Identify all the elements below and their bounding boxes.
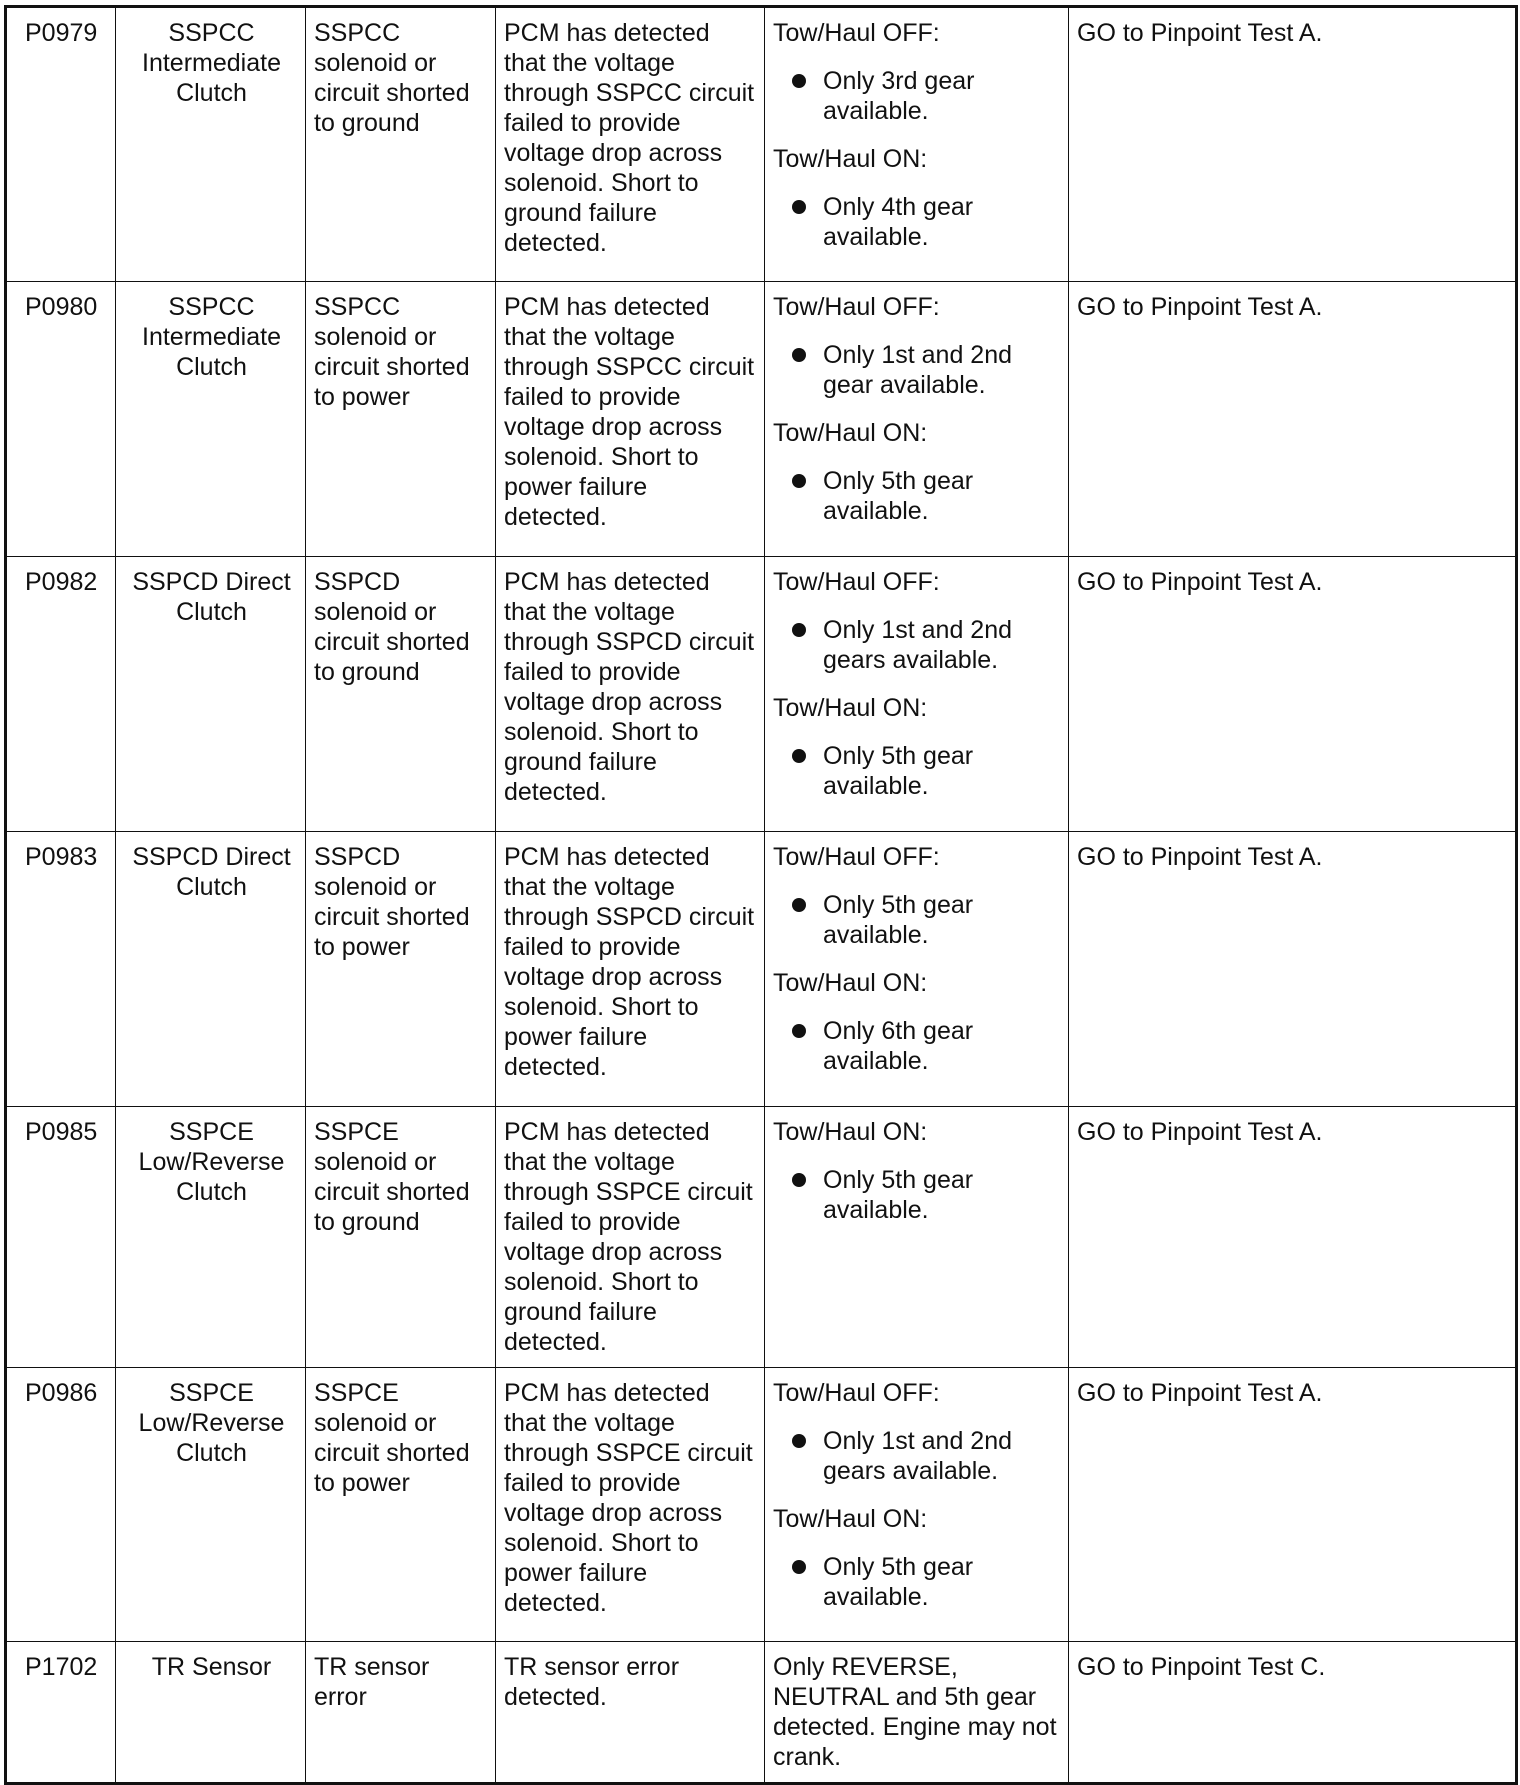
action-cell <box>1069 557 1517 832</box>
symptom-line: gears available. <box>823 1457 999 1485</box>
symptom-list <box>773 66 1062 126</box>
description-line: SSPCC <box>314 293 401 321</box>
action-text: GO to Pinpoint Test A. <box>1077 293 1323 321</box>
component-line: Intermediate <box>142 49 281 77</box>
dtc-code-cell <box>6 557 116 832</box>
component-line: Clutch <box>176 873 247 901</box>
symptom-cell <box>765 1642 1069 1784</box>
symptom-heading: Tow/Haul ON: <box>773 1118 928 1146</box>
condition-line: detected. <box>504 1683 607 1711</box>
description-line: circuit shorted <box>314 353 470 381</box>
symptom-bullet <box>773 741 1062 801</box>
condition-cell <box>496 1107 765 1368</box>
description-cell <box>306 7 496 282</box>
description-line: to ground <box>314 658 420 686</box>
condition-line: solenoid. Short to <box>504 169 699 197</box>
description-line: TR sensor <box>314 1653 430 1681</box>
description-line: solenoid or <box>314 323 437 351</box>
condition-line: voltage drop across <box>504 688 723 716</box>
dtc-code-cell <box>6 832 116 1107</box>
symptom-line: Only 5th gear <box>823 742 974 770</box>
action-cell <box>1069 7 1517 282</box>
table-row <box>6 282 1517 557</box>
condition-line: voltage drop across <box>504 963 723 991</box>
condition-line: detected. <box>504 778 607 806</box>
component-line: SSPCD Direct <box>132 568 291 596</box>
component-line: SSPCE <box>169 1118 254 1146</box>
description-line: SSPCE <box>314 1118 399 1146</box>
condition-line: that the voltage <box>504 323 675 351</box>
condition-line: ground failure <box>504 748 657 776</box>
condition-line: failed to provide <box>504 383 681 411</box>
symptom-cell <box>765 7 1069 282</box>
symptom-line: Only 1st and 2nd <box>823 616 1013 644</box>
symptom-heading: Tow/Haul ON: <box>773 969 928 997</box>
component-line: Clutch <box>176 353 247 381</box>
table-row <box>6 832 1517 1107</box>
condition-line: solenoid. Short to <box>504 993 699 1021</box>
symptom-line: crank. <box>773 1743 842 1771</box>
condition-cell <box>496 282 765 557</box>
symptom-cell <box>765 832 1069 1107</box>
symptom-heading: Tow/Haul OFF: <box>773 843 940 871</box>
condition-line: failed to provide <box>504 109 681 137</box>
description-line: to power <box>314 383 410 411</box>
symptom-line: Only 1st and 2nd <box>823 341 1013 369</box>
symptom-heading: Tow/Haul ON: <box>773 145 928 173</box>
condition-line: failed to provide <box>504 1469 681 1497</box>
action-text: GO to Pinpoint Test A. <box>1077 1379 1323 1407</box>
symptom-list <box>773 890 1062 950</box>
action-text: GO to Pinpoint Test C. <box>1077 1653 1326 1681</box>
symptom-line: gear available. <box>823 371 986 399</box>
component-line: SSPCC <box>168 19 255 47</box>
condition-line: solenoid. Short to <box>504 718 699 746</box>
symptom-list <box>773 340 1062 400</box>
dtc-code: P0983 <box>25 843 98 871</box>
dtc-code-cell <box>6 1107 116 1368</box>
component-line: Low/Reverse <box>138 1148 285 1176</box>
condition-line: failed to provide <box>504 1208 681 1236</box>
condition-line: PCM has detected <box>504 1379 710 1407</box>
symptom-line: available. <box>823 497 929 525</box>
condition-line: failed to provide <box>504 658 681 686</box>
description-line: error <box>314 1683 367 1711</box>
condition-line: failed to provide <box>504 933 681 961</box>
symptom-line: available. <box>823 772 929 800</box>
condition-line: detected. <box>504 503 607 531</box>
condition-line: through SSPCC circuit <box>504 353 755 381</box>
symptom-line: available. <box>823 1583 929 1611</box>
symptom-cell <box>765 557 1069 832</box>
symptom-list <box>773 192 1062 252</box>
condition-line: PCM has detected <box>504 568 710 596</box>
description-line: SSPCC <box>314 19 401 47</box>
table-row <box>6 1107 1517 1368</box>
condition-line: PCM has detected <box>504 19 710 47</box>
component-line: Clutch <box>176 1178 247 1206</box>
condition-line: that the voltage <box>504 1409 675 1437</box>
description-line: circuit shorted <box>314 628 470 656</box>
symptom-heading: Tow/Haul OFF: <box>773 293 940 321</box>
condition-line: through SSPCD circuit <box>504 903 755 931</box>
action-cell <box>1069 282 1517 557</box>
symptom-line: Only 5th gear <box>823 467 974 495</box>
condition-line: PCM has detected <box>504 843 710 871</box>
symptom-list <box>773 1552 1062 1612</box>
condition-line: ground failure <box>504 199 657 227</box>
symptom-bullet <box>773 1016 1062 1076</box>
symptom-line: Only 3rd gear <box>823 67 975 95</box>
bullet-dot-icon <box>792 1434 806 1448</box>
symptom-line: Only 5th gear <box>823 891 974 919</box>
bullet-dot-icon <box>792 1560 806 1574</box>
condition-line: detected. <box>504 1053 607 1081</box>
condition-line: voltage drop across <box>504 1238 723 1266</box>
condition-line: that the voltage <box>504 49 675 77</box>
condition-line: voltage drop across <box>504 413 723 441</box>
description-line: to power <box>314 933 410 961</box>
table-row <box>6 557 1517 832</box>
condition-line: that the voltage <box>504 873 675 901</box>
symptom-bullet <box>773 1426 1062 1486</box>
condition-cell <box>496 7 765 282</box>
component-cell <box>116 832 306 1107</box>
symptom-list <box>773 741 1062 801</box>
action-text: GO to Pinpoint Test A. <box>1077 19 1323 47</box>
action-cell <box>1069 1642 1517 1784</box>
dtc-code: P0986 <box>25 1379 98 1407</box>
symptom-list <box>773 1165 1062 1225</box>
component-line: Clutch <box>176 1439 247 1467</box>
action-cell <box>1069 832 1517 1107</box>
description-line: solenoid or <box>314 598 437 626</box>
symptom-bullet <box>773 1552 1062 1612</box>
description-line: circuit shorted <box>314 1178 470 1206</box>
symptom-cell <box>765 1368 1069 1642</box>
symptom-list <box>773 615 1062 675</box>
symptom-line: Only 5th gear <box>823 1553 974 1581</box>
symptom-line: available. <box>823 223 929 251</box>
component-cell <box>116 557 306 832</box>
condition-line: detected. <box>504 229 607 257</box>
description-line: solenoid or <box>314 1409 437 1437</box>
dtc-code: P0982 <box>25 568 98 596</box>
description-line: circuit shorted <box>314 903 470 931</box>
symptom-line: available. <box>823 97 929 125</box>
condition-cell <box>496 1368 765 1642</box>
action-text: GO to Pinpoint Test A. <box>1077 1118 1323 1146</box>
bullet-dot-icon <box>792 74 806 88</box>
description-line: solenoid or <box>314 49 437 77</box>
symptom-list <box>773 466 1062 526</box>
component-line: Clutch <box>176 598 247 626</box>
action-cell <box>1069 1368 1517 1642</box>
symptom-line: Only 4th gear <box>823 193 974 221</box>
symptom-bullet <box>773 890 1062 950</box>
symptom-line: gears available. <box>823 646 999 674</box>
condition-cell <box>496 1642 765 1784</box>
dtc-code-cell <box>6 1368 116 1642</box>
component-cell <box>116 1642 306 1784</box>
symptom-bullet <box>773 340 1062 400</box>
table-row <box>6 7 1517 282</box>
component-cell <box>116 1107 306 1368</box>
condition-line: through SSPCD circuit <box>504 628 755 656</box>
condition-line: solenoid. Short to <box>504 443 699 471</box>
bullet-dot-icon <box>792 348 806 362</box>
component-line: Clutch <box>176 79 247 107</box>
description-line: solenoid or <box>314 873 437 901</box>
component-line: SSPCC <box>168 293 255 321</box>
condition-line: solenoid. Short to <box>504 1268 699 1296</box>
symptom-line: Only REVERSE, <box>773 1653 958 1681</box>
condition-line: ground failure <box>504 1298 657 1326</box>
component-cell <box>116 1368 306 1642</box>
component-line: Intermediate <box>142 323 281 351</box>
symptom-bullet <box>773 466 1062 526</box>
component-line: TR Sensor <box>151 1653 272 1681</box>
symptom-line: detected. Engine may not <box>773 1713 1057 1741</box>
bullet-dot-icon <box>792 1173 806 1187</box>
symptom-bullet <box>773 1165 1062 1225</box>
description-line: to power <box>314 1469 410 1497</box>
condition-line: detected. <box>504 1589 607 1617</box>
table-row <box>6 1368 1517 1642</box>
bullet-dot-icon <box>792 623 806 637</box>
symptom-line: available. <box>823 1047 929 1075</box>
condition-cell <box>496 557 765 832</box>
condition-line: through SSPCC circuit <box>504 79 755 107</box>
condition-line: voltage drop across <box>504 1499 723 1527</box>
description-cell <box>306 1368 496 1642</box>
symptom-heading: Tow/Haul ON: <box>773 1505 928 1533</box>
condition-line: PCM has detected <box>504 293 710 321</box>
description-line: SSPCD <box>314 568 401 596</box>
description-line: circuit shorted <box>314 79 470 107</box>
condition-line: power failure <box>504 1559 648 1587</box>
description-line: SSPCD <box>314 843 401 871</box>
description-line: to ground <box>314 109 420 137</box>
dtc-table <box>4 5 1518 1785</box>
dtc-code-cell <box>6 282 116 557</box>
bullet-dot-icon <box>792 898 806 912</box>
symptom-heading: Tow/Haul ON: <box>773 419 928 447</box>
symptom-list <box>773 1426 1062 1486</box>
bullet-dot-icon <box>792 1024 806 1038</box>
symptom-heading: Tow/Haul OFF: <box>773 19 940 47</box>
condition-line: voltage drop across <box>504 139 723 167</box>
description-cell <box>306 1107 496 1368</box>
component-line: SSPCD Direct <box>132 843 291 871</box>
dtc-code-cell <box>6 1642 116 1784</box>
condition-line: detected. <box>504 1328 607 1356</box>
symptom-heading: Tow/Haul OFF: <box>773 568 940 596</box>
description-line: circuit shorted <box>314 1439 470 1467</box>
description-cell <box>306 282 496 557</box>
symptom-bullet <box>773 66 1062 126</box>
condition-line: through SSPCE circuit <box>504 1439 753 1467</box>
component-cell <box>116 282 306 557</box>
dtc-table-body <box>6 7 1517 1784</box>
condition-line: power failure <box>504 473 648 501</box>
condition-line: that the voltage <box>504 1148 675 1176</box>
symptom-line: available. <box>823 921 929 949</box>
action-text: GO to Pinpoint Test A. <box>1077 843 1323 871</box>
description-cell <box>306 1642 496 1784</box>
description-line: solenoid or <box>314 1148 437 1176</box>
action-cell <box>1069 1107 1517 1368</box>
symptom-heading: Tow/Haul OFF: <box>773 1379 940 1407</box>
component-line: Low/Reverse <box>138 1409 285 1437</box>
description-cell <box>306 832 496 1107</box>
dtc-code: P0985 <box>25 1118 98 1146</box>
symptom-line: Only 6th gear <box>823 1017 974 1045</box>
symptom-cell <box>765 1107 1069 1368</box>
component-line: SSPCE <box>169 1379 254 1407</box>
symptom-line: NEUTRAL and 5th gear <box>773 1683 1037 1711</box>
description-line: SSPCE <box>314 1379 399 1407</box>
symptom-bullet <box>773 615 1062 675</box>
dtc-code: P0980 <box>25 293 98 321</box>
condition-line: that the voltage <box>504 598 675 626</box>
symptom-heading: Tow/Haul ON: <box>773 694 928 722</box>
condition-line: solenoid. Short to <box>504 1529 699 1557</box>
bullet-dot-icon <box>792 474 806 488</box>
condition-line: PCM has detected <box>504 1118 710 1146</box>
bullet-dot-icon <box>792 200 806 214</box>
symptom-line: available. <box>823 1196 929 1224</box>
dtc-code-cell <box>6 7 116 282</box>
condition-cell <box>496 832 765 1107</box>
condition-line: power failure <box>504 1023 648 1051</box>
condition-line: through SSPCE circuit <box>504 1178 753 1206</box>
symptom-cell <box>765 282 1069 557</box>
symptom-line: Only 1st and 2nd <box>823 1427 1013 1455</box>
symptom-bullet <box>773 192 1062 252</box>
description-line: to ground <box>314 1208 420 1236</box>
dtc-code: P1702 <box>25 1653 98 1681</box>
component-cell <box>116 7 306 282</box>
bullet-dot-icon <box>792 749 806 763</box>
dtc-code: P0979 <box>25 19 98 47</box>
condition-line: TR sensor error <box>504 1653 680 1681</box>
action-text: GO to Pinpoint Test A. <box>1077 568 1323 596</box>
table-row <box>6 1642 1517 1784</box>
symptom-line: Only 5th gear <box>823 1166 974 1194</box>
description-cell <box>306 557 496 832</box>
symptom-list <box>773 1016 1062 1076</box>
